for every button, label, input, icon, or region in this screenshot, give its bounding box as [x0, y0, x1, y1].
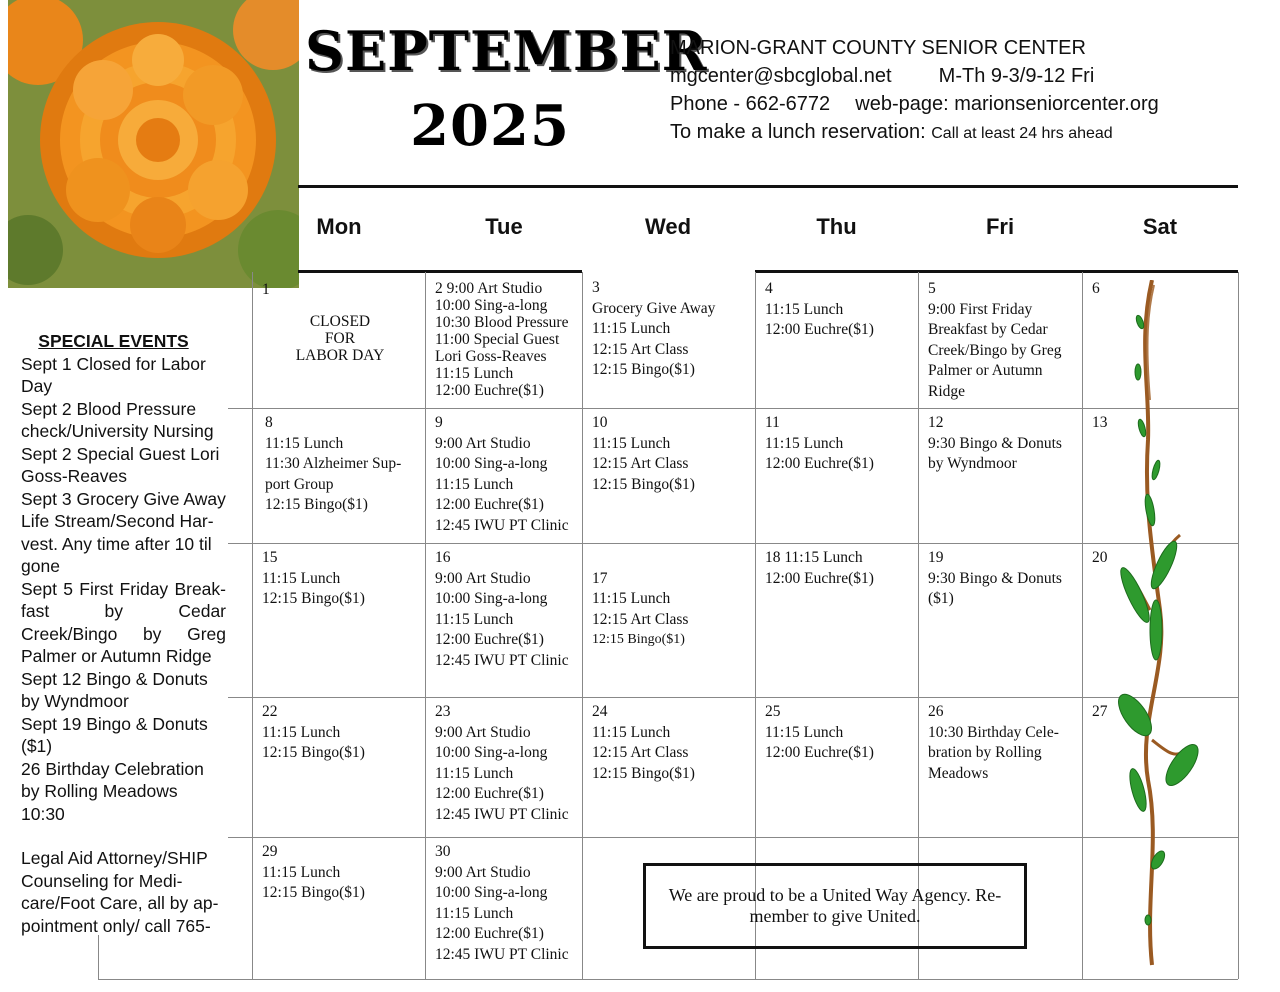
lunch-label: To make a lunch reservation: [670, 121, 926, 143]
cell-sep-25: 25 11:15 Lunch 12:00 Euchre($1) [765, 703, 874, 761]
month-title: SEPTEMBER [305, 19, 708, 83]
cell-sep-22: 22 11:15 Lunch 12:15 Bingo($1) [262, 703, 365, 761]
day-header-mon: Mon [316, 214, 362, 239]
cell-sep-15: 15 11:15 Lunch 12:15 Bingo($1) [262, 549, 365, 607]
cell-sep-11: 11 11:15 Lunch 12:00 Euchre($1) [765, 414, 874, 472]
event-item: Sept 1 Closed for Labor Day [21, 353, 206, 396]
day-header-tue: Tue [485, 214, 523, 239]
lunch-note: Call at least 24 hrs ahead [931, 125, 1113, 142]
cell-sep-24: 24 11:15 Lunch 12:15 Art Class 12:15 Bingo($1) [592, 703, 695, 782]
cell-sep-17-bingo: 12:15 Bingo($1) [592, 632, 685, 647]
cell-sep-23: 23 9:00 Art Studio 10:00 Sing-a-long 11:15 Lunch 12:00 Euchre($1) 12:45 IWU PT Clinic [435, 703, 569, 823]
cell-sep-2: 2 9:00 Art Studio 10:00 Sing-a-long 10:30 Blood Pressure 11:00 Special Guest Lori Goss-Reaves 11:15 Lunch 12:00 Euchre($1) [435, 280, 569, 399]
cell-sep-13: 13 [1092, 414, 1108, 431]
center-email: mgcenter@sbcglobal.net [670, 65, 892, 87]
center-hours: M-Th 9-3/9-12 Fri [938, 65, 1095, 87]
cell-sep-3: 3 Grocery Give Away 11:15 Lunch 12:15 Art Class 12:15 Bingo($1) [592, 279, 716, 378]
day-header-sat: Sat [1142, 214, 1178, 239]
day-header-thu: Thu [816, 214, 857, 239]
event-item: Sept 3 Grocery Give Away Life Stream/Second Har-vest. Any time after 10 til gone [21, 488, 226, 576]
cell-sep-19: 19 9:30 Bingo & Donuts ($1) [928, 549, 1062, 607]
phone-row [670, 90, 1270, 118]
cell-sep-17 [592, 548, 688, 671]
cell-sep-12: 12 9:30 Bingo & Donuts by Wyndmoor [928, 414, 1062, 472]
cell-sep-16: 16 9:00 Art Studio 10:00 Sing-a-long 11:15 Lunch 12:00 Euchre($1) 12:45 IWU PT Clinic [435, 549, 569, 669]
marigold-photo [8, 0, 299, 288]
cell-sep-30: 30 9:00 Art Studio 10:00 Sing-a-long 11:15 Lunch 12:00 Euchre($1) 12:45 IWU PT Clinic [435, 843, 569, 963]
cell-sep-29: 29 11:15 Lunch 12:15 Bingo($1) [262, 843, 365, 901]
header-rule [755, 270, 1238, 273]
top-rule [298, 185, 1238, 188]
cell-sep-18: 18 11:15 Lunch 12:00 Euchre($1) [765, 549, 874, 587]
event-item: 26 Birthday Celebration by Rolling Meadows 10:30 [21, 758, 204, 824]
day-header-fri: Fri [985, 214, 1015, 239]
cell-sep-4: 4 11:15 Lunch 12:00 Euchre($1) [765, 280, 874, 338]
cell-sep-17-text: 17 11:15 Lunch 12:15 Art Class [592, 569, 689, 628]
cell-sep-9: 9 9:00 Art Studio 10:00 Sing-a-long 11:15 Lunch 12:00 Euchre($1) 12:45 IWU PT Clinic [435, 414, 569, 534]
center-info [670, 34, 1270, 148]
center-web: web-page: marionseniorcenter.org [855, 93, 1159, 115]
calendar-title [305, 19, 708, 159]
center-name: MARION-GRANT COUNTY SENIOR CENTER [670, 37, 1086, 59]
cell-sep-10: 10 11:15 Lunch 12:15 Art Class 12:15 Bingo($1) [592, 414, 695, 493]
legal-aid-note: Legal Aid Attorney/SHIP Counseling for Medi-care/Foot Care, all by ap-pointment only/ call 765- [21, 848, 219, 936]
cell-sep-6: 6 [1092, 280, 1100, 297]
contact-row [670, 62, 1270, 90]
lunch-row [670, 118, 1270, 148]
event-item: Sept 2 Special Guest Lori Goss-Reaves [21, 443, 220, 486]
closed-note: CLOSED FOR LABOR DAY [295, 313, 385, 364]
cell-sep-26: 26 10:30 Birthday Cele- bration by Rolling Meadows [928, 703, 1059, 782]
event-item: Sept 5 First Friday Break-fast by Cedar Creek/Bingo by Greg Palmer or Autumn Ridge [21, 578, 226, 666]
vine-illustration [1090, 280, 1230, 980]
header-rule [298, 270, 582, 273]
cell-sep-20: 20 [1092, 549, 1108, 566]
event-item: Sept 2 Blood Pressure check/University Nursing [21, 398, 214, 441]
day-header-wed: Wed [644, 214, 692, 239]
cell-sep-8: 8 11:15 Lunch 11:30 Alzheimer Sup- port Group 12:15 Bingo($1) [265, 414, 402, 513]
event-item: Sept 19 Bingo & Donuts ($1) [21, 713, 208, 756]
event-item: Sept 12 Bingo & Donuts by Wyndmoor [21, 668, 208, 711]
special-events [21, 330, 226, 937]
cell-sep-5: 5 9:00 First Friday Breakfast by Cedar Creek/Bingo by Greg Palmer or Autumn Ridge [928, 280, 1062, 400]
year-title: 2025 [410, 93, 570, 159]
cell-sep-27: 27 [1092, 703, 1108, 720]
center-phone: Phone - 662-6772 [670, 93, 831, 115]
cell-sep-1: 1 [262, 281, 270, 298]
special-events-heading: SPECIAL EVENTS [38, 331, 189, 351]
united-way-notice: We are proud to be a United Way Agency. Re-member to give United. [643, 863, 1027, 949]
